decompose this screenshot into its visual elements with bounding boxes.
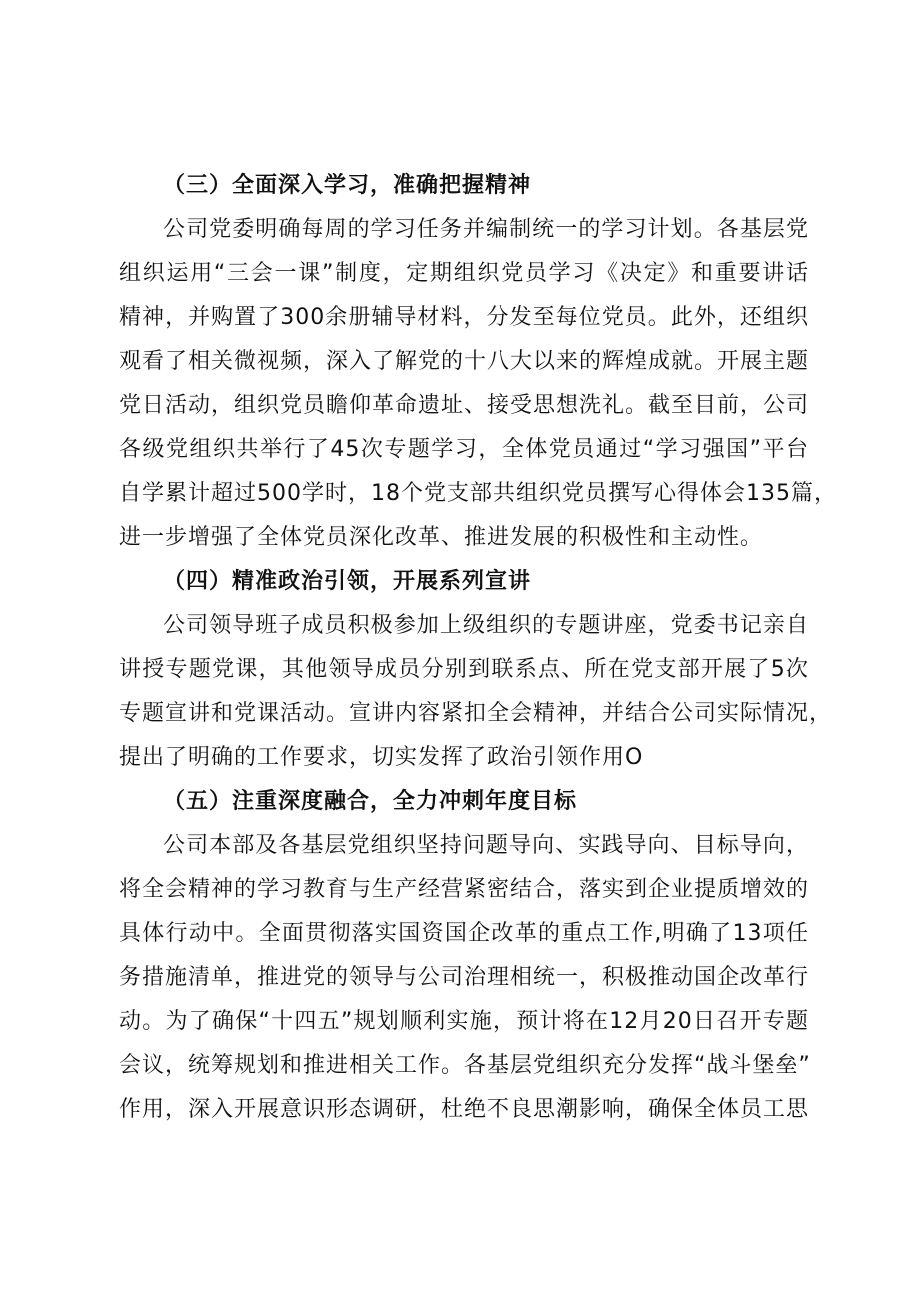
- paragraph-line: 提出了明确的工作要求，切实发挥了政治引领作用O: [119, 745, 644, 770]
- paragraph-line: 自学累计超过500学时，18个党支部共组织党员撰写心得体会135篇，: [119, 481, 837, 506]
- paragraph-line: 公司本部及各基层党组织坚持问题导向、实践导向、目标导向，: [163, 833, 809, 858]
- paragraph-line: 将全会精神的学习教育与生产经营紧密结合，落实到企业提质增效的: [119, 877, 810, 902]
- document-body: [119, 164, 837, 1132]
- paragraph-line: 观看了相关微视频，深入了解党的十八大以来的辉煌成就。开展主题: [119, 349, 810, 374]
- paragraph-line: 会议，统筹规划和推进相关工作。各基层党组织充分发挥“战斗堡垒”: [119, 1053, 811, 1078]
- paragraph-line: 具体行动中。全面贯彻落实国资国企改革的重点工作,明确了13项任: [119, 921, 809, 946]
- paragraph-line: 专题宣讲和党课活动。宣讲内容紧扣全会精神，并结合公司实际情况，: [119, 701, 833, 726]
- paragraph-line: 公司党委明确每周的学习任务并编制统一的学习计划。各基层党: [163, 217, 809, 242]
- paragraph-line: 党日活动，组织党员瞻仰革命遗址、接受思想洗礼。截至目前，公司: [119, 393, 810, 418]
- section-heading-4: （四）精准政治引领，开展系列宣讲: [163, 569, 532, 594]
- paragraph-line: 精神，并购置了300余册辅导材料，分发至每位党员。此外，还组织: [119, 305, 809, 330]
- section-paragraph-3: [119, 208, 837, 560]
- section-heading-3: （三）全面深入学习，准确把握精神: [163, 173, 532, 198]
- paragraph-line: 讲授专题党课，其他领导成员分别到联系点、所在党支部开展了5次: [119, 657, 809, 682]
- paragraph-line: 进一步增强了全体党员深化改革、推进发展的积极性和主动性。: [119, 525, 764, 550]
- section-paragraph-5: [119, 824, 809, 1132]
- paragraph-line: 作用，深入开展意识形态调研，杜绝不良思潮影响，确保全体员工思: [119, 1097, 810, 1122]
- section-paragraph-4: [119, 604, 833, 780]
- paragraph-line: 动。为了确保“十四五”规划顺利实施，预计将在12月20日召开专题: [119, 1009, 809, 1034]
- paragraph-line: 务措施清单，推进党的领导与公司治理相统一，积极推动国企改革行: [119, 965, 810, 990]
- paragraph-line: 组织运用“三会一课”制度，定期组织党员学习《决定》和重要讲话: [119, 261, 809, 286]
- paragraph-line: 公司领导班子成员积极参加上级组织的专题讲座，党委书记亲自: [163, 613, 809, 638]
- section-heading-5: （五）注重深度融合，全力冲刺年度目标: [163, 789, 578, 814]
- paragraph-line: 各级党组织共举行了45次专题学习，全体党员通过“学习强国”平台: [119, 437, 809, 462]
